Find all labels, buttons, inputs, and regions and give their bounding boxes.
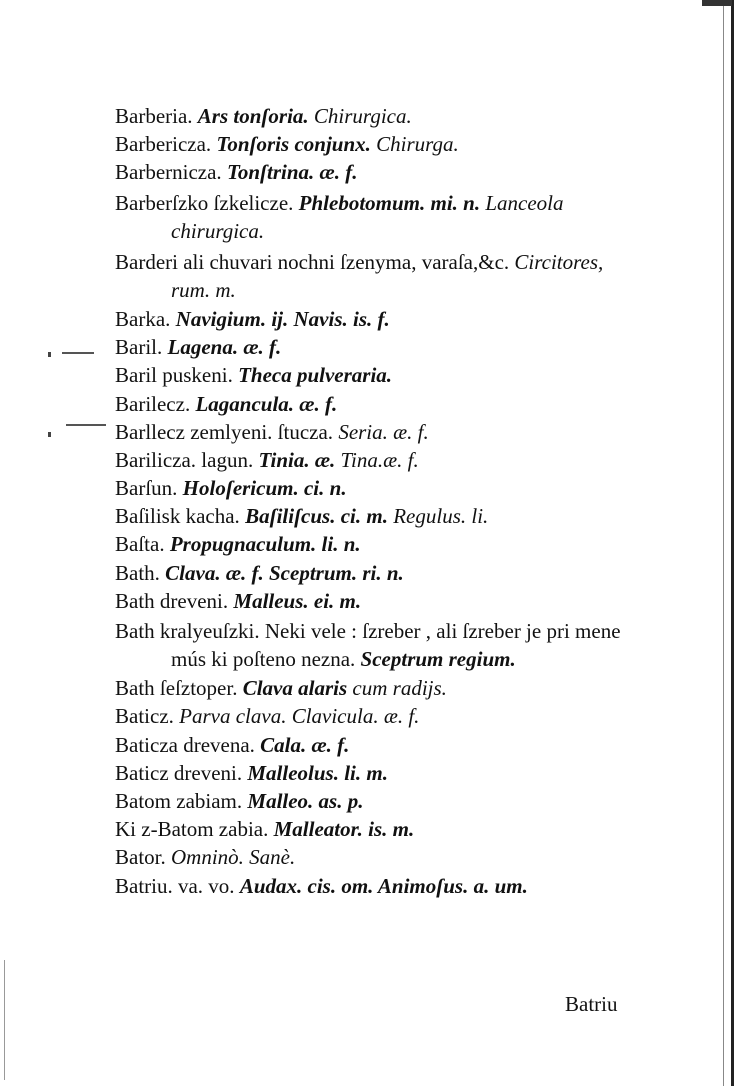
dictionary-entry: Barilicza. lagun. Tinia. æ. Tina.æ. f. [115, 447, 419, 472]
dictionary-entry: Batom zabiam. Malleo. as. p. [115, 788, 364, 813]
dictionary-entry: Bath kralyeuſzki. Neki vele : ſzreber , ali ſzreber je pri mene mús ki poſteno nezna. Sceptrum regium. [115, 619, 621, 671]
dictionary-entry: Barberſzko ſzkelicze. Phlebotomum. mi. n. Lanceola chirurgica. [115, 190, 564, 243]
margin-mark [66, 424, 106, 426]
dictionary-entry: Bath ſeſztoper. Clava alaris cum radijs. [115, 676, 447, 701]
dictionary-entry: Baticza drevena. Cala. æ. f. [115, 732, 350, 757]
dictionary-entry: Barderi ali chuvari nochni ſzenyma, varaſa,&c. Circitores, rum. m. [115, 249, 604, 302]
dictionary-entry: Batriu. va. vo. Audax. cis. om. Animoſus. a. um. [115, 873, 528, 898]
dictionary-entry: Barbericza. Tonſoris conjunx. Chirurga. [115, 132, 459, 157]
margin-mark [62, 352, 94, 354]
page-corner-mark [702, 0, 732, 6]
dictionary-entry: Baticz dreveni. Malleolus. li. m. [115, 760, 388, 785]
dictionary-entry: Bator. Omninò. Sanè. [115, 845, 296, 870]
dictionary-entries [115, 104, 635, 902]
page-edge-right [731, 0, 734, 1086]
dictionary-entry: Bath dreveni. Malleus. ei. m. [115, 588, 362, 613]
catchword: Batriu [565, 992, 618, 1016]
dictionary-entry: Baril. Lagena. æ. f. [115, 335, 282, 360]
dictionary-entry: Baticz. Parva clava. Clavicula. æ. f. [115, 704, 420, 729]
margin-dot [48, 352, 51, 357]
dictionary-entry: Bath. Clava. æ. f. Sceptrum. ri. n. [115, 560, 404, 585]
dictionary-entry: Barſun. Holoſericum. ci. n. [115, 476, 347, 501]
dictionary-entry: Baril puskeni. Theca pulveraria. [115, 363, 393, 388]
page-edge-line [723, 0, 724, 1086]
dictionary-entry: Barberia. Ars tonſoria. Chirurgica. [115, 104, 412, 128]
page-edge-left [4, 960, 5, 1080]
dictionary-entry: Barbernicza. Tonſtrina. æ. f. [115, 160, 358, 185]
dictionary-entry: Baſilisk kacha. Baſiliſcus. ci. m. Regulus. li. [115, 504, 489, 529]
dictionary-entry: Barllecz zemlyeni. ſtucza. Seria. æ. f. [115, 419, 429, 444]
margin-dot [48, 432, 51, 437]
dictionary-entry: Ki z-Batom zabia. Malleator. is. m. [115, 817, 415, 842]
dictionary-entry: Baſta. Propugnaculum. li. n. [115, 532, 361, 557]
dictionary-entry: Barka. Navigium. ij. Navis. is. f. [115, 306, 390, 331]
dictionary-entry: Barilecz. Lagancula. æ. f. [115, 391, 338, 416]
